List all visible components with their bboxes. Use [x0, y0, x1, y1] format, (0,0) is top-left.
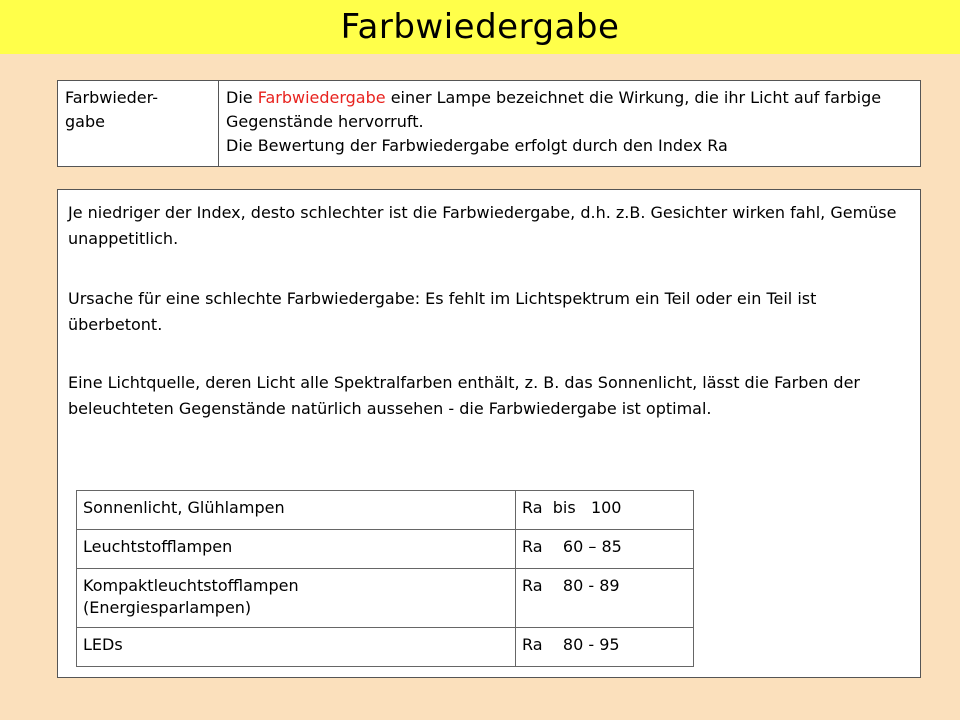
table-row — [77, 569, 694, 628]
table-row — [77, 530, 694, 569]
definition-term — [58, 81, 219, 167]
ra-value-cell: Ra 60 – 85 — [516, 530, 694, 569]
definition-row — [58, 81, 921, 167]
definition-line1-post: einer Lampe bezeichnet die Wirkung, die ihr Licht auf farbige Gegenstände hervorruft. — [226, 88, 882, 131]
ra-value-cell: Ra 80 - 95 — [516, 628, 694, 667]
ra-value-cell: Ra 80 - 89 — [516, 569, 694, 628]
lamp-type-cell: Sonnenlicht, Glühlampen — [77, 491, 516, 530]
table-row — [77, 628, 694, 667]
page-title: Farbwiedergabe — [340, 7, 620, 47]
lamp-type-cell: LEDs — [77, 628, 516, 667]
definition-highlight: Farbwiedergabe — [257, 88, 386, 107]
ra-values-table — [76, 490, 694, 667]
lamp-type-cell — [77, 569, 516, 628]
lamp-type-text: Kompaktleuchtstofflampen (Energiesparlampen) — [83, 576, 299, 617]
title-bar — [0, 0, 960, 54]
definition-term-text: Farbwieder-gabe — [65, 88, 158, 131]
table-row — [77, 491, 694, 530]
definition-line2: Die Bewertung der Farbwiedergabe erfolgt durch den Index Ra — [226, 136, 728, 155]
ra-value-cell: Ra bis 100 — [516, 491, 694, 530]
lamp-type-cell: Leuchtstofflampen — [77, 530, 516, 569]
paragraph-optimal: Eine Lichtquelle, deren Licht alle Spektralfarben enthält, z. B. das Sonnenlicht, lässt die Farben der beleuchteten Gegenstände natürlich aussehen - die Farbwiedergabe ist optimal. — [68, 373, 860, 418]
definition-table — [57, 80, 921, 167]
main-content-box — [57, 189, 921, 678]
definition-line1-pre: Die — [226, 88, 258, 107]
definition-text — [219, 81, 921, 167]
paragraph-cause: Ursache für eine schlechte Farbwiedergabe: Es fehlt im Lichtspektrum ein Teil oder ein Teil ist überbetont. — [68, 289, 817, 334]
paragraph-index-meaning: Je niedriger der Index, desto schlechter ist die Farbwiedergabe, d.h. z.B. Gesichter wirken fahl, Gemüse unappetitlich. — [68, 203, 897, 248]
